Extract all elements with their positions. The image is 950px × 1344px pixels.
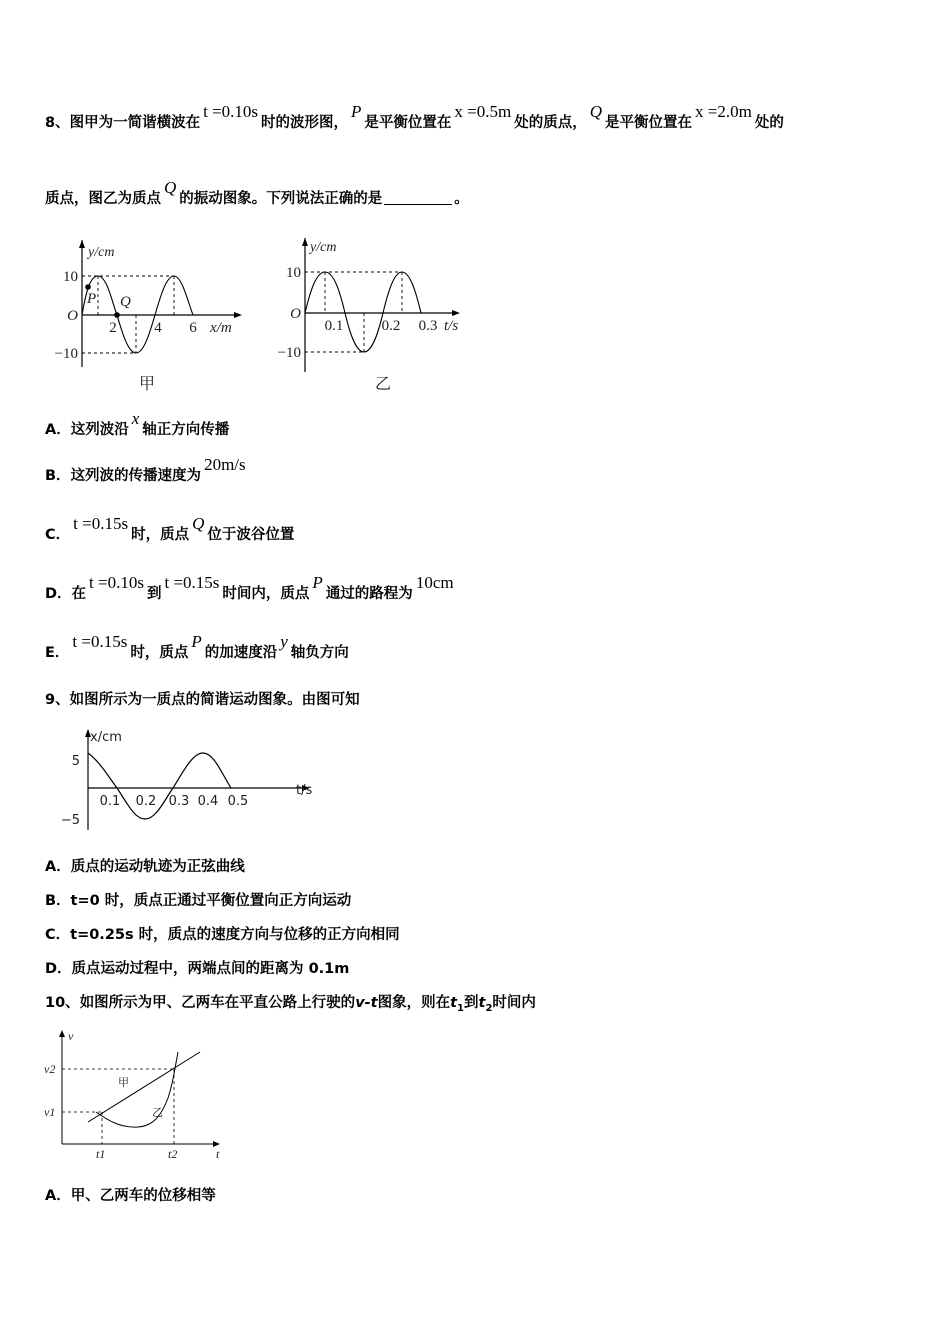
option-math: x: [131, 409, 140, 428]
option-math: y: [280, 632, 288, 651]
q8-text: 时的波形图，: [261, 115, 349, 131]
option-text: 时间内，质点: [222, 586, 310, 602]
answer-blank[interactable]: [384, 190, 452, 205]
x-axis-label: x/m: [210, 320, 232, 336]
q9-option-d[interactable]: D．质点运动过程中，两端点间的距离为 0.1m: [45, 961, 350, 977]
vibration-graph-yi: [270, 232, 470, 402]
option-math: P: [312, 573, 323, 592]
y-tick-label: −10: [54, 346, 78, 362]
q10-text: v-t: [355, 995, 378, 1011]
option-text: 的加速度沿: [204, 645, 278, 661]
option-math: 10cm: [415, 573, 454, 592]
x-tick-label: 6: [189, 320, 197, 336]
option-text: 位于波谷位置: [207, 527, 295, 543]
q8-text: 处的质点，: [514, 115, 587, 131]
t1-label: t1: [96, 1147, 106, 1161]
x-axis-arrow: [234, 312, 242, 318]
y-axis-label: v: [68, 1029, 74, 1043]
q8-number: 8、: [45, 115, 70, 131]
y-axis-arrow: [79, 240, 85, 248]
x-tick-label: 2: [109, 320, 117, 336]
y-tick-label: −5: [60, 813, 80, 828]
q9-option-a[interactable]: A．质点的运动轨迹为正弦曲线: [45, 859, 245, 875]
wave-graph-jia: [50, 232, 250, 402]
q10-text: 1: [457, 1002, 464, 1014]
option-label: C．: [45, 527, 71, 543]
x-axis-label: t: [216, 1147, 220, 1161]
x-tick-label: 0.4: [197, 794, 219, 809]
option-text: 轴正方向传播: [142, 422, 230, 438]
x-tick-label: 0.3: [418, 318, 438, 334]
q10-number: 10、: [45, 995, 80, 1011]
q10-text: 如图所示为甲、乙两车在平直公路上行驶的: [79, 995, 356, 1011]
y-tick-label: −10: [277, 345, 301, 361]
x-tick-label: 0.2: [381, 318, 401, 334]
shm-graph: [50, 726, 330, 836]
x-tick-label: 0.5: [227, 794, 249, 809]
q10-text: 2: [485, 1002, 493, 1014]
v1-label: v1: [44, 1105, 56, 1119]
q8-option-c[interactable]: [45, 514, 295, 545]
q8-text: 是平衡位置在: [364, 115, 452, 131]
y-tick-label: 5: [71, 754, 80, 769]
option-text: 通过的路程为: [325, 586, 413, 602]
q8-text: 质点，图乙为质点: [45, 191, 161, 207]
q10-text: t: [450, 995, 458, 1011]
option-math: t =0.15s: [164, 573, 220, 592]
y-axis-arrow: [302, 238, 308, 246]
q8-text: 是平衡位置在: [605, 115, 693, 131]
q8-math-p: P: [351, 102, 362, 121]
q10-text: 时间内: [492, 995, 536, 1011]
point-p: [85, 284, 91, 290]
option-math: Q: [192, 514, 205, 533]
option-label: E．: [45, 645, 70, 661]
q8-option-e[interactable]: [45, 632, 349, 663]
q8-math-x1: x =0.5m: [454, 102, 512, 121]
q8-option-b[interactable]: [45, 455, 249, 486]
y-axis-label: y/cm: [88, 245, 115, 260]
option-label: A．: [45, 422, 71, 438]
origin-label: O: [67, 308, 78, 324]
y-tick-label: 10: [63, 269, 78, 285]
x-axis-label: t/s: [296, 783, 313, 798]
point-q-label: Q: [120, 294, 131, 310]
q10-text: 图象，则在: [377, 995, 451, 1011]
q8-option-a[interactable]: [45, 409, 230, 440]
option-text: 这列波沿: [70, 422, 129, 438]
q10-stem: [45, 993, 536, 1019]
q8-math-q: Q: [164, 178, 177, 197]
q10-text: t: [478, 995, 486, 1011]
q8-math-q: Q: [589, 102, 603, 121]
x-tick-label: 4: [154, 320, 162, 336]
x-tick-label: 0.1: [324, 318, 344, 334]
point-p-label: P: [87, 291, 97, 307]
option-math: t =0.10s: [89, 573, 144, 592]
q8-stem-line2: [45, 178, 469, 209]
q9-option-c[interactable]: C．t=0.25s 时，质点的速度方向与位移的正方向相同: [45, 927, 400, 943]
x-tick-label: 0.2: [135, 794, 157, 809]
option-text: 时，质点: [130, 645, 189, 661]
curve-yi-label: 乙: [152, 1107, 163, 1119]
line-jia: [88, 1052, 200, 1122]
q8-stem-line1: [45, 102, 784, 133]
y-axis-label: x/cm: [90, 730, 122, 745]
t2-label: t2: [168, 1147, 178, 1161]
q8-math-x2: x =2.0m: [695, 102, 752, 121]
q9-option-b[interactable]: B．t=0 时，质点正通过平衡位置向正方向运动: [45, 893, 352, 909]
option-text: 到: [146, 586, 162, 602]
line-jia-label: 甲: [118, 1077, 129, 1089]
origin-label: O: [290, 306, 301, 322]
option-math: P: [191, 632, 202, 651]
graph-caption: 甲: [138, 376, 156, 393]
q8-text: 处的: [754, 115, 784, 131]
point-q: [114, 312, 120, 318]
option-text: 这列波的传播速度为: [70, 468, 202, 484]
x-tick-label: 0.3: [168, 794, 190, 809]
x-tick-label: 0.1: [99, 794, 121, 809]
y-axis-arrow: [59, 1030, 65, 1037]
option-math: t =0.15s: [73, 514, 129, 533]
shm-curve: [88, 753, 231, 819]
x-axis-arrow: [452, 310, 460, 316]
q10-text: 到: [464, 995, 479, 1011]
curve-yi: [96, 1052, 178, 1127]
option-label: B．: [45, 468, 71, 484]
option-text: 时，质点: [131, 527, 190, 543]
option-text: 轴负方向: [290, 645, 349, 661]
option-math: 20m/s: [204, 455, 246, 474]
q10-option-a[interactable]: A．甲、乙两车的位移相等: [45, 1188, 216, 1204]
q8-text: 图甲为一简谐横波在: [69, 115, 201, 131]
x-axis-label: t/s: [444, 318, 459, 334]
q8-math-time: t =0.10s: [203, 102, 259, 121]
graph-caption: 乙: [374, 376, 392, 393]
q9-stem: 9、如图所示为一质点的简谐运动图象。由图可知: [45, 692, 360, 708]
q8-text: 。: [454, 191, 469, 207]
vt-graph: [40, 1024, 240, 1164]
vibration-curve: [305, 272, 421, 352]
v2-label: v2: [44, 1062, 56, 1076]
y-axis-label: y/cm: [310, 240, 337, 255]
q8-option-d[interactable]: [45, 573, 457, 604]
option-label: D．: [45, 586, 72, 602]
option-math: t =0.15s: [72, 632, 128, 651]
option-text: 在: [71, 586, 87, 602]
y-tick-label: 10: [286, 265, 301, 281]
q8-text: 的振动图象。下列说法正确的是: [179, 191, 383, 207]
